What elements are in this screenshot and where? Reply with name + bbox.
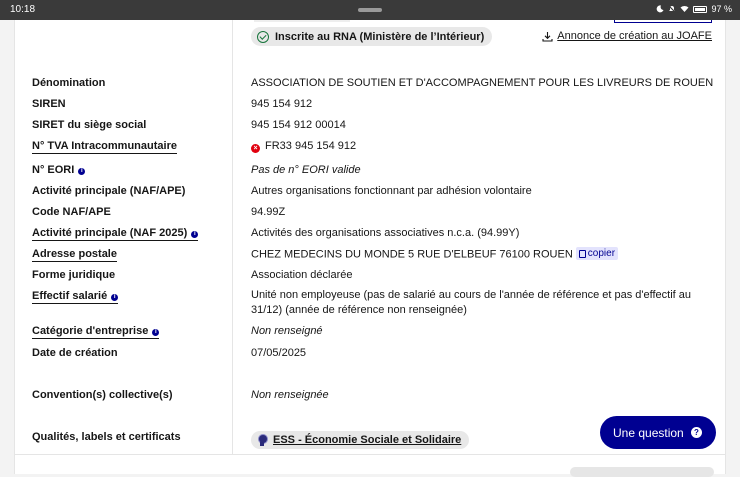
label-activite-2025-text: Activité principale (NAF 2025) (32, 227, 188, 239)
battery-level: 97 % (711, 4, 732, 14)
value-tva (251, 140, 356, 153)
question-button[interactable] (600, 416, 716, 449)
label-code-naf: Code NAF/APE (32, 206, 111, 218)
value-tva-text: FR33 945 154 912 (265, 140, 357, 152)
mute-icon (668, 5, 676, 13)
rna-badge (251, 27, 492, 46)
info-icon[interactable]: i (191, 231, 198, 238)
rna-badge-label: Inscrite au RNA (Ministère de l’Intérieur) (275, 30, 485, 43)
question-button-label: Une question (613, 425, 684, 440)
label-eori (32, 164, 85, 176)
info-icon[interactable]: i (152, 329, 159, 336)
status-icons (656, 4, 732, 14)
top-button-edge[interactable] (614, 20, 712, 23)
download-icon (542, 31, 553, 42)
label-activite-2025-link[interactable] (32, 227, 198, 241)
label-qualites: Qualités, labels et certificats (32, 431, 181, 443)
label-tva-link[interactable]: N° TVA Intracommunautaire (32, 140, 177, 152)
column-divider (232, 20, 233, 454)
value-code-naf: 94.99Z (251, 206, 286, 218)
label-effectif-link[interactable] (32, 290, 118, 304)
label-convention: Convention(s) collective(s) (32, 389, 173, 401)
label-categorie-text: Catégorie d'entreprise (32, 325, 149, 337)
info-icon[interactable]: i (78, 168, 85, 175)
label-siret: SIRET du siège social (32, 119, 147, 131)
label-effectif-text: Effectif salarié (32, 290, 108, 302)
battery-icon (693, 6, 707, 13)
value-siren[interactable]: 945 154 912 (251, 98, 313, 110)
value-convention: Non renseignée (251, 389, 329, 401)
copy-button-label: copier (587, 248, 616, 259)
value-adresse (251, 247, 618, 261)
moon-icon (656, 5, 664, 13)
label-denomination: Dénomination (32, 77, 106, 89)
value-activite: Autres organisations fonctionnant par adhésion volontaire (251, 185, 532, 197)
joafe-link-label: Annonce de création au JOAFE (557, 30, 712, 42)
value-denomination: ASSOCIATION DE SOUTIEN ET D'ACCOMPAGNEMENT POUR LES LIVREURS DE ROUEN (251, 77, 714, 89)
value-eori: Pas de n° EORI valide (251, 164, 361, 176)
label-activite: Activité principale (NAF/APE) (32, 185, 186, 197)
label-siren: SIREN (32, 98, 66, 110)
info-icon[interactable]: i (111, 294, 118, 301)
ess-badge-label: ESS - Économie Sociale et Solidaire (273, 434, 462, 446)
label-date-creation: Date de création (32, 347, 118, 359)
wifi-icon (680, 5, 689, 13)
ess-badge-link[interactable] (251, 431, 469, 449)
value-forme: Association déclarée (251, 269, 353, 281)
copy-address-button[interactable] (576, 247, 618, 260)
label-adresse-link[interactable]: Adresse postale (32, 248, 117, 260)
question-mark-icon: ? (691, 427, 702, 438)
label-eori-text: N° EORI (32, 164, 75, 176)
joafe-link[interactable] (542, 30, 712, 42)
card-bottom-border (14, 454, 726, 455)
drag-handle[interactable] (358, 8, 382, 12)
error-icon: × (251, 144, 260, 153)
value-effectif: Unité non employeuse (pas de salarié au cours de l'année de référence et pas d'effectif au 31/12) (année de référence non renseignée) (251, 289, 691, 316)
value-adresse-text: CHEZ MEDECINS DU MONDE 5 RUE D'ELBEUF 76100 ROUEN (251, 248, 573, 261)
top-badge-edge (254, 20, 350, 22)
value-siret[interactable]: 945 154 912 00014 (251, 119, 346, 131)
value-categorie: Non renseigné (251, 325, 323, 337)
status-time: 10:18 (10, 4, 36, 15)
label-forme: Forme juridique (32, 269, 116, 281)
copy-icon (579, 250, 586, 258)
status-bar (0, 0, 740, 20)
label-categorie-link[interactable] (32, 325, 159, 339)
medal-icon (257, 434, 267, 446)
check-circle-icon (257, 31, 269, 43)
bottom-partial-element (570, 467, 714, 477)
value-date-creation: 07/05/2025 (251, 347, 307, 359)
value-activite-2025: Activités des organisations associatives n.c.a. (94.99Y) (251, 227, 520, 239)
